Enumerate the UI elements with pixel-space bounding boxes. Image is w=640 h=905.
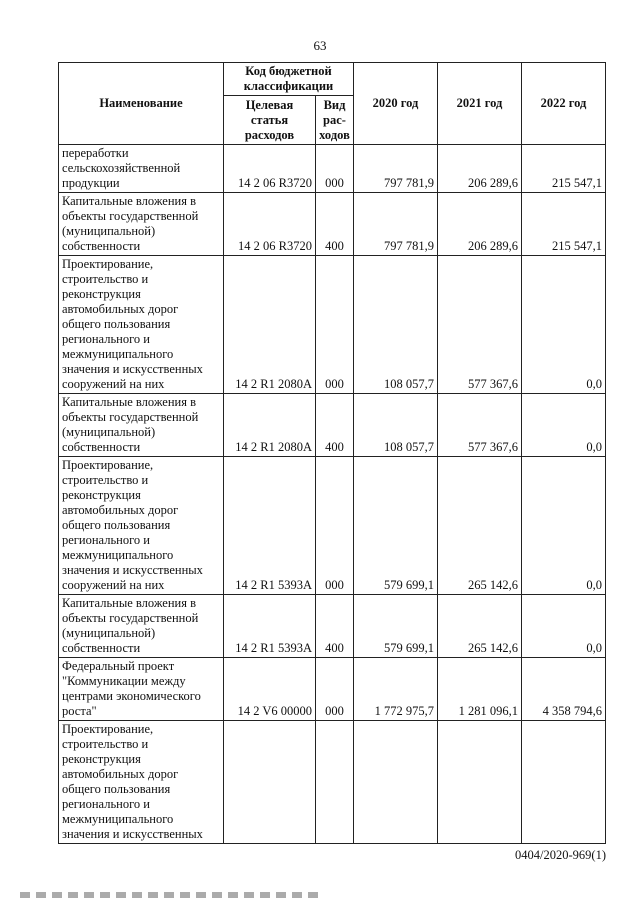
header-2020: 2020 год <box>354 63 438 145</box>
row-2022: 0,0 <box>522 394 606 457</box>
row-kind: 000 <box>316 256 354 394</box>
row-name: Проектирование, строительство и реконструкция автомобильных дорог общего пользования регионального и межмуниципального значения и искусственных сооружений на них <box>59 457 224 595</box>
header-2022: 2022 год <box>522 63 606 145</box>
table-row <box>59 595 606 658</box>
row-2021 <box>438 721 522 844</box>
row-kind <box>316 721 354 844</box>
row-name: Капитальные вложения в объекты государственной (муниципальной) собственности <box>59 595 224 658</box>
row-2020 <box>354 721 438 844</box>
row-2021: 206 289,6 <box>438 193 522 256</box>
table-row <box>59 256 606 394</box>
row-2021: 577 367,6 <box>438 394 522 457</box>
row-code: 14 2 06 R3720 <box>224 193 316 256</box>
row-name: Проектирование, строительство и реконструкция автомобильных дорог общего пользования регионального и межмуниципального значения и искусственных <box>59 721 224 844</box>
row-2021: 265 142,6 <box>438 457 522 595</box>
row-name: Проектирование, строительство и реконструкция автомобильных дорог общего пользования регионального и межмуниципального значения и искусственных сооружений на них <box>59 256 224 394</box>
row-2022: 4 358 794,6 <box>522 658 606 721</box>
header-expense-type: Вид рас-ходов <box>316 96 354 145</box>
table-row <box>59 394 606 457</box>
header-budget-code: Код бюджетной классификации <box>224 63 354 96</box>
row-2020: 108 057,7 <box>354 394 438 457</box>
row-2021: 577 367,6 <box>438 256 522 394</box>
row-name: Капитальные вложения в объекты государственной (муниципальной) собственности <box>59 193 224 256</box>
row-code: 14 2 R1 5393A <box>224 595 316 658</box>
header-2021: 2021 год <box>438 63 522 145</box>
row-code <box>224 721 316 844</box>
table-row <box>59 658 606 721</box>
row-2020: 1 772 975,7 <box>354 658 438 721</box>
row-2021: 206 289,6 <box>438 145 522 193</box>
row-2021: 1 281 096,1 <box>438 658 522 721</box>
document-code: 0404/2020-969(1) <box>515 848 606 862</box>
row-code: 14 2 06 R3720 <box>224 145 316 193</box>
row-2020: 797 781,9 <box>354 193 438 256</box>
row-kind: 400 <box>316 193 354 256</box>
row-code: 14 2 R1 5393A <box>224 457 316 595</box>
table-row <box>59 457 606 595</box>
row-2022: 215 547,1 <box>522 145 606 193</box>
row-2022 <box>522 721 606 844</box>
page-number: 63 <box>313 38 327 53</box>
row-2022: 0,0 <box>522 256 606 394</box>
budget-table <box>58 62 606 844</box>
table-row <box>59 193 606 256</box>
row-kind: 400 <box>316 394 354 457</box>
header-target-article: Целевая статья расходов <box>224 96 316 145</box>
row-kind: 000 <box>316 658 354 721</box>
row-code: 14 2 R1 2080A <box>224 256 316 394</box>
row-2022: 215 547,1 <box>522 193 606 256</box>
row-2020: 108 057,7 <box>354 256 438 394</box>
row-2022: 0,0 <box>522 595 606 658</box>
table-row <box>59 721 606 844</box>
row-2020: 579 699,1 <box>354 595 438 658</box>
row-kind: 000 <box>316 145 354 193</box>
table-row <box>59 145 606 193</box>
row-2020: 797 781,9 <box>354 145 438 193</box>
header-name: Наименование <box>59 63 224 145</box>
row-name: Капитальные вложения в объекты государственной (муниципальной) собственности <box>59 394 224 457</box>
scan-footer-mark <box>20 892 320 898</box>
row-kind: 400 <box>316 595 354 658</box>
row-code: 14 2 V6 00000 <box>224 658 316 721</box>
row-2020: 579 699,1 <box>354 457 438 595</box>
row-2021: 265 142,6 <box>438 595 522 658</box>
row-kind: 000 <box>316 457 354 595</box>
row-name: переработки сельскохозяйственной продукции <box>59 145 224 193</box>
row-2022: 0,0 <box>522 457 606 595</box>
row-name: Федеральный проект "Коммуникации между центрами экономического роста" <box>59 658 224 721</box>
row-code: 14 2 R1 2080A <box>224 394 316 457</box>
